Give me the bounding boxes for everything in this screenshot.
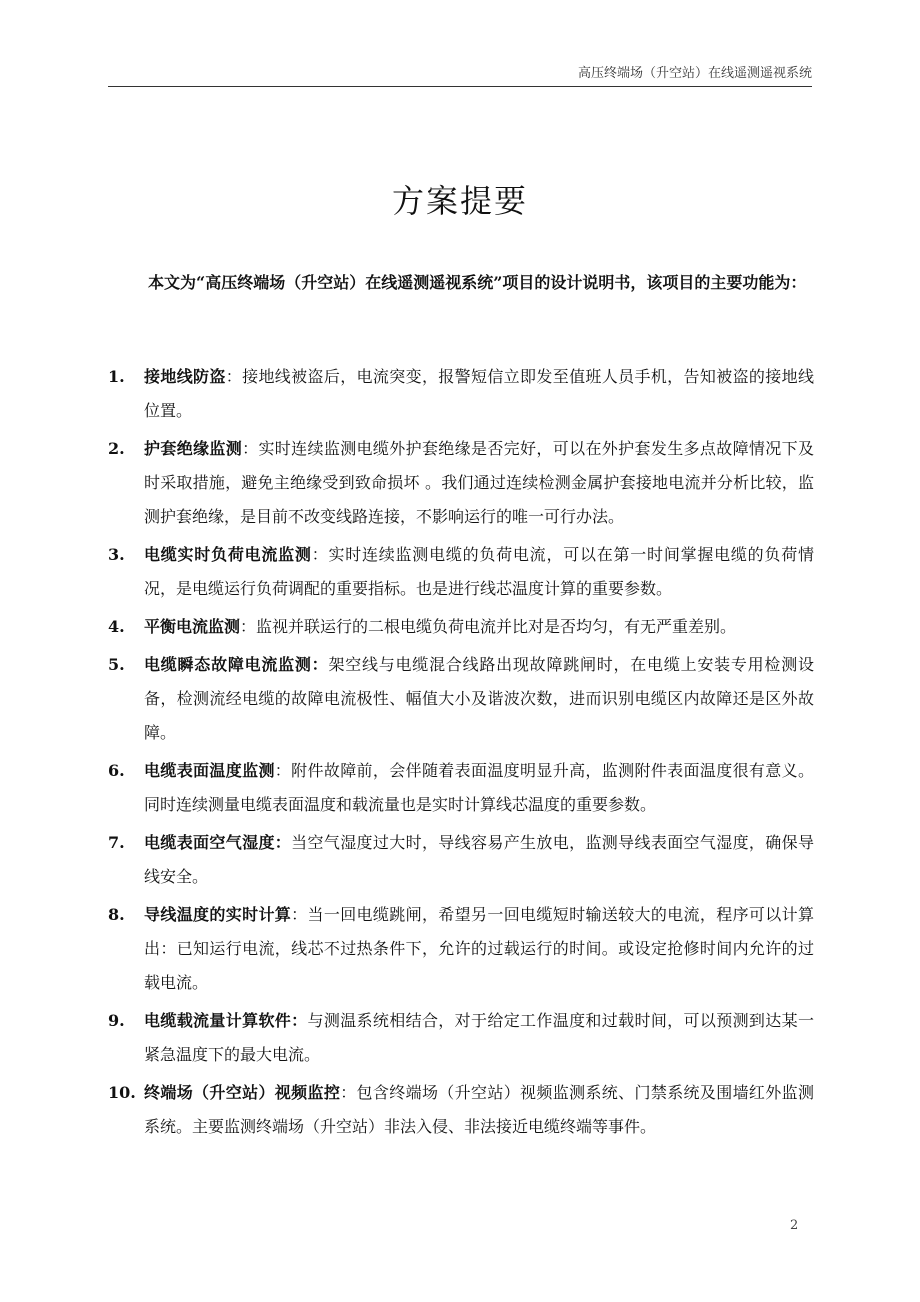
feature-body: ：接地线被盗后，电流突变，报警短信立即发至值班人员手机，告知被盗的接地线位置。 [144,367,814,420]
feature-title: 护套绝缘监测 [144,439,243,458]
feature-item [108,1076,814,1144]
feature-item [108,754,814,822]
feature-item [108,432,814,534]
feature-list [108,360,814,1148]
feature-number: 8. [108,905,125,924]
feature-body: ：实时连续监测电缆的负荷电流，可以在第一时间掌握电缆的负荷情况，是电缆运行负荷调配的重要指标。也是进行线芯温度计算的重要参数。 [144,545,814,598]
feature-item [108,360,814,428]
feature-number: 10. [108,1083,136,1102]
feature-number: 3. [108,545,125,564]
feature-title: 电缆瞬态故障电流监测： [144,655,329,674]
feature-item [108,538,814,606]
feature-title: 终端场（升空站）视频监控 [144,1083,341,1102]
feature-item [108,898,814,1000]
feature-title: 电缆实时负荷电流监测 [144,545,312,564]
feature-title: 导线温度的实时计算 [144,905,292,924]
running-header-title: 高压终端场（升空站）在线遥测遥视系统 [577,66,812,81]
running-header [108,64,812,87]
feature-body: ：包含终端场（升空站）视频监测系统、门禁系统及围墙红外监测系统。主要监测终端场（升空站）非法入侵、非法接近电缆终端等事件。 [144,1083,814,1136]
feature-item [108,610,814,644]
feature-title: 接地线防盗 [144,367,226,386]
feature-title: 电缆表面温度监测 [144,761,275,780]
feature-body: 架空线与电缆混合线路出现故障跳闸时，在电缆上安装专用检测设备，检测流经电缆的故障电流极性、幅值大小及谐波次数，进而识别电缆区内故障还是区外故障。 [144,655,814,742]
feature-body: ：附件故障前，会伴随着表面温度明显升高，监测附件表面温度很有意义。同时连续测量电缆表面温度和载流量也是实时计算线芯温度的重要参数。 [144,761,814,814]
page-number: 2 [790,1218,799,1233]
feature-body: ：当一回电缆跳闸，希望另一回电缆短时输送较大的电流，程序可以计算出：已知运行电流，线芯不过热条件下，允许的过载运行的时间。或设定抢修时间内允许的过载电流。 [144,905,814,992]
intro-paragraph: 本文为“高压终端场（升空站）在线遥测遥视系统”项目的设计说明书，该项目的主要功能为： [148,273,807,292]
feature-number: 6. [108,761,125,780]
feature-title: 电缆表面空气湿度： [144,833,292,852]
feature-item [108,648,814,750]
feature-body: 与测温系统相结合，对于给定工作温度和过载时间，可以预测到达某一紧急温度下的最大电流。 [144,1011,814,1064]
feature-body: ：实时连续监测电缆外护套绝缘是否完好，可以在外护套发生多点故障情况下及时采取措施，避免主绝缘受到致命损坏 。我们通过连续检测金属护套接地电流并分析比较，监测护套绝缘，是目前不改变线路连接，不影响运行的唯一可行办法。 [144,439,814,526]
feature-body: ：监视并联运行的二根电缆负荷电流并比对是否均匀，有无严重差别。 [240,617,737,636]
feature-number: 5. [108,655,125,674]
feature-item [108,826,814,894]
feature-number: 1. [108,367,125,386]
page-title: 方案提要 [391,182,528,221]
feature-number: 4. [108,617,125,636]
feature-title: 电缆载流量计算软件： [144,1011,308,1030]
feature-title: 平衡电流监测 [144,617,241,636]
feature-item [108,1004,814,1072]
feature-number: 2. [108,439,125,458]
feature-body: 当空气湿度过大时，导线容易产生放电，监测导线表面空气湿度，确保导线安全。 [144,833,814,886]
feature-number: 7. [108,833,125,852]
feature-number: 9. [108,1011,125,1030]
